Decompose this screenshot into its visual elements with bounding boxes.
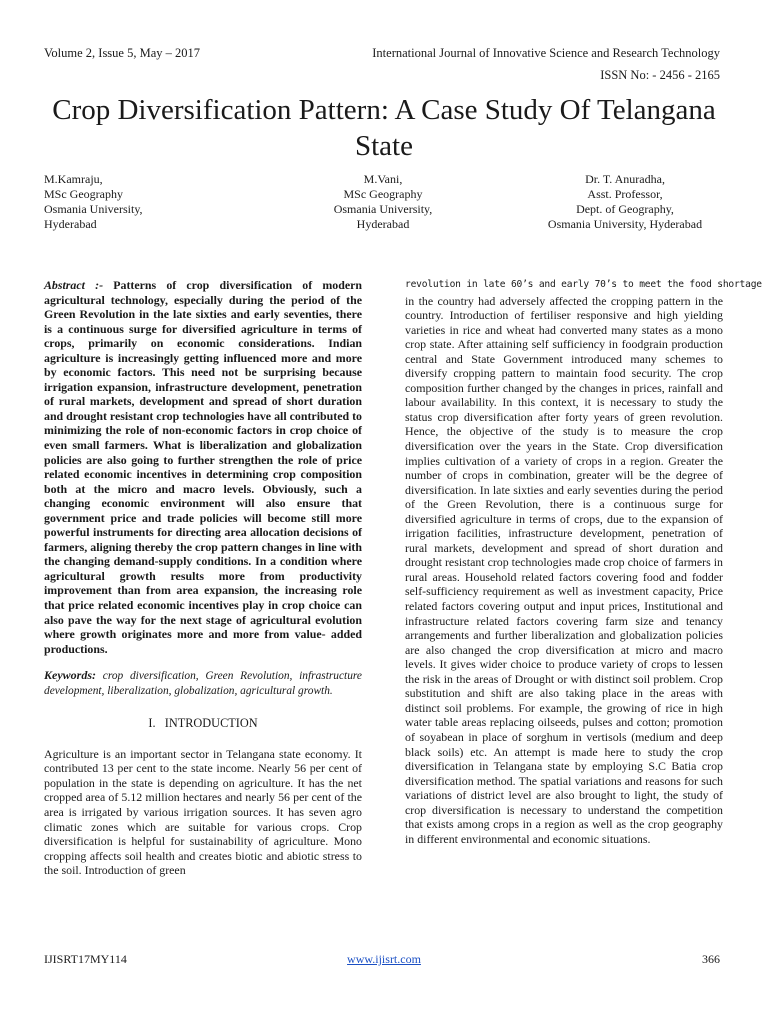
journal-website-link[interactable]: www.ijisrt.com: [347, 952, 421, 966]
abstract-text: Patterns of crop diversification of modern agricultural technology, especially during the period of the Green Revolution in the late sixties and early seventies, there is a continuous surge for diversified agriculture in terms of crops, primarily on economic considerations. Indian agriculture is increasingly getting influenced more and more by economic factors. This need not be surprising because irrigation expansion, infrastructure development, penetration of rural markets, development and spread of short duration and drought resistant crop technologies have all contributed to minimizing the role of non-economic factors in crop choice of even small farmers. What is liberalization and globalization policies are also going to further strengthen the role of price related economic incentives in determining crop composition both at the micro and macro levels. Obviously, such a changing economic environment will also ensure that government price and trade policies will become still more powerful instruments for directing area allocation decisions of farmers, aligning thereby the crop pattern changes in line with the changing demand-supply conditions. In a condition where agricultural growth results more from productivity improvement than from area expansion, the increasing role that price related economic incentives play in crop choice can also pave the way for the next stage of agricultural evolution where growth originates more and more from value- added productions.: [44, 278, 362, 656]
keywords: [44, 668, 362, 698]
introduction-paragraph-left: Agriculture is an important sector in Telangana state economy. It contributed 13 per cent to the state income. Nearly 56 per cent of population in the state is depending on agriculture. It has the net cropped area of 5.12 million hectares and nearly 56 per cent of the area is irrigated by various irrigation sources. It has seven agro climatic zones which are suitable for various crops. Crop diversification is helpful for sustainability of agriculture. Mono cropping affects soil health and creates biotic and abiotic stress to the soil. Introduction of green: [44, 746, 362, 878]
author-city: Hyderabad: [356, 217, 410, 231]
abstract: [44, 278, 362, 656]
author-block: [525, 172, 725, 232]
author-name: M.Vani,: [363, 172, 403, 186]
section-heading-introduction: I. INTRODUCTION: [148, 716, 258, 731]
author-city: Osmania University, Hyderabad: [547, 217, 703, 231]
paper-id: IJISRT17MY114: [44, 952, 127, 966]
keywords-lead: Keywords:: [44, 668, 96, 683]
author-degree: MSc Geography: [44, 187, 123, 201]
paper-title: Crop Diversification Pattern: A Case Study Of Telangana State: [52, 94, 716, 162]
author-affiliation: Osmania University,: [333, 202, 433, 216]
author-name: Dr. T. Anuradha,: [585, 172, 665, 186]
author-degree: Asst. Professor,: [587, 187, 663, 201]
page-number: 366: [702, 952, 720, 966]
left-column: [44, 278, 362, 878]
introduction-paragraph-right: in the country had adversely affected the cropping pattern in the country. Introduction of fertiliser responsive and high yielding varieties in rice and wheat had converted many states as a mono crop state. After attaining self sufficiency in foodgrain production central and State Government introduced many schemes to diversify cropping pattern to maintain food security. The crop composition further changed by the changes in prices, rainfall and labour availability. In this context, it is necessary to study the status crop diversification after forty years of green revolution. Hence, the objective of the study is to measure the crop diversification over the years in the State. Crop diversification implies cultivation of a variety of crops in a region. Greater the number of crops in combination, greater will be the degree of diversification. In late sixties and early seventies during the period of the Green Revolution, there is a continuous surge for diversified agriculture in terms of crops, due to the expansion of irrigation facilities, infrastructure development, penetration of rural markets, development and spread of short duration and drought resistant crop technologies made crop choice of farmers in rural areas. Household related factors covering food and fodder self-sufficiency requirement as well as investment capacity, Price related factors covering output and input prices, Institutional and infrastructure related factors covering farm size and tenancy arrangements and further liberalization and globalization policies are also changed the crop diversification at micro and macro levels. It gives wider choice to produce variety of crops to lessen the risk in the areas of Drought or with distinct soil problem. Crop substitution and shift are also taking place in the areas with distinct soil problems. For example, the growing of rice in high water table areas replacing oilseeds, pulses and cotton; promotion of soyabean in place of sorghum in vertisols (medium and deep black soils) etc. An attempt is made here to study the crop diversification in Telangana state by employing S.C Batia crop diversification method. The spatial variations and reasons for such variations of district level are also brought to light, the study of crop diversification is necessary to understand the competition that exists among crops in a region as well as the crop geography in different environmental and economic situations.: [405, 293, 723, 846]
author-affiliation: Osmania University,: [44, 202, 143, 216]
author-affiliation: Dept. of Geography,: [576, 202, 674, 216]
author-block: [44, 172, 244, 232]
author-city: Hyderabad: [44, 217, 97, 231]
author-name: M.Kamraju,: [44, 172, 103, 186]
keywords-text: crop diversification, Green Revolution, infrastructure development, liberalization, globalization, agricultural growth.: [44, 670, 362, 697]
author-degree: MSc Geography: [343, 187, 423, 201]
journal-name: International Journal of Innovative Science and Research Technology: [372, 46, 720, 60]
right-column: [405, 278, 762, 846]
issn-number: ISSN No: - 2456 - 2165: [600, 68, 720, 82]
abstract-lead: Abstract :-: [44, 278, 104, 292]
volume-issue: Volume 2, Issue 5, May – 2017: [44, 46, 201, 60]
handwritten-continuation-line: revolution in late 60’s and early 70’s to meet the food shortage: [405, 279, 762, 290]
author-block: [283, 172, 483, 232]
